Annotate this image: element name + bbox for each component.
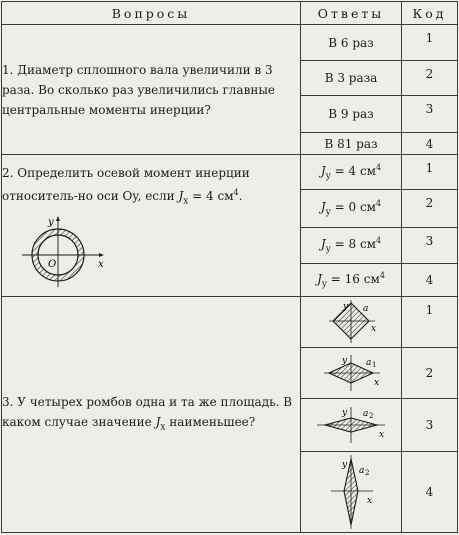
q2-answer-2[interactable] bbox=[301, 189, 402, 228]
q1-code-1: 1 bbox=[402, 25, 458, 61]
rhombus-flat-figure bbox=[311, 405, 391, 445]
q2-value-sup: 4 bbox=[233, 187, 239, 197]
rhombus-tall-figure bbox=[321, 455, 381, 529]
q2-a4-sup: 4 bbox=[379, 270, 385, 280]
q2-a3-val: = 8 см bbox=[330, 237, 376, 252]
header-row bbox=[2, 2, 458, 25]
fig2-a-sub: 1 bbox=[372, 361, 377, 370]
fig4-x-label: x bbox=[367, 495, 373, 506]
q3-symbol-sub: x bbox=[160, 422, 166, 433]
q2-code-3: 3 bbox=[402, 228, 458, 264]
fig3-a-label: a bbox=[363, 408, 369, 419]
q2-text bbox=[2, 155, 301, 297]
q2-a3-sym: J bbox=[320, 237, 326, 252]
header-answers: Ответы bbox=[301, 2, 402, 25]
q2-answer-1[interactable] bbox=[301, 155, 402, 190]
q2-a2-sup: 4 bbox=[376, 199, 382, 209]
q2-code-2: 2 bbox=[402, 189, 458, 228]
q2-symbol-j: J bbox=[178, 188, 184, 203]
q3-code-2: 2 bbox=[402, 348, 458, 399]
q1-row-1 bbox=[2, 25, 458, 61]
q2-code-4: 4 bbox=[402, 263, 458, 297]
q2-a2-val: = 0 см bbox=[330, 200, 376, 215]
q3-code-4: 4 bbox=[402, 451, 458, 532]
fig2-a-label: a bbox=[366, 358, 372, 369]
rhombus-wide-figure bbox=[316, 353, 386, 393]
annulus-figure bbox=[18, 215, 108, 289]
question-table bbox=[1, 1, 458, 533]
fig2-x-label: x bbox=[374, 378, 380, 389]
q2-a2-sym: J bbox=[320, 200, 326, 215]
q2-code-1: 1 bbox=[402, 155, 458, 190]
q3-text-body: 3. У четырех ромбов одна и та же площадь. В каком случае значение bbox=[2, 395, 293, 429]
q1-answer-1[interactable]: В 6 раз bbox=[301, 25, 402, 61]
q2-a4-sym: J bbox=[317, 271, 322, 286]
fig1-a-label: a bbox=[363, 304, 369, 315]
annulus-x-label: x bbox=[98, 259, 104, 271]
fig2-y-label: y bbox=[342, 356, 348, 367]
fig1-x-label: x bbox=[371, 324, 377, 335]
fig3-a-sub: 2 bbox=[369, 411, 374, 420]
q2-a1-sym: J bbox=[320, 163, 326, 178]
q3-figure-3[interactable] bbox=[301, 398, 402, 451]
q2-answer-4[interactable] bbox=[301, 263, 402, 297]
rhombus-square-figure bbox=[321, 299, 381, 345]
fig4-a-label: a bbox=[359, 465, 365, 476]
q3-code-3: 3 bbox=[402, 398, 458, 451]
header-code: Код bbox=[402, 2, 458, 25]
q3-figure-1[interactable] bbox=[301, 297, 402, 348]
q2-a1-sub: y bbox=[325, 171, 331, 182]
q1-code-4: 4 bbox=[402, 132, 458, 154]
q2-a3-sub: y bbox=[325, 244, 331, 255]
fig3-y-label: y bbox=[342, 407, 348, 418]
q1-text-body: 1. Диаметр сплошного вала увеличили в 3 раза. Во сколько раз увеличились главные центральные моменты инерции? bbox=[2, 62, 275, 117]
header-questions: Вопросы bbox=[2, 2, 301, 25]
q2-a4-val: = 16 см bbox=[326, 271, 380, 286]
annulus-origin-label: O bbox=[48, 259, 57, 271]
fig3-x-label: x bbox=[379, 429, 385, 440]
q2-a3-sup: 4 bbox=[376, 236, 382, 246]
q3-symbol-j: J bbox=[155, 415, 161, 429]
q2-a1-val: = 4 см bbox=[330, 163, 376, 178]
annulus-y-label: y bbox=[48, 217, 54, 229]
q2-row-1 bbox=[2, 155, 458, 190]
q1-code-3: 3 bbox=[402, 96, 458, 133]
q3-figure-4[interactable] bbox=[301, 451, 402, 532]
fig1-y-label: y bbox=[343, 302, 349, 313]
q1-code-2: 2 bbox=[402, 60, 458, 96]
q3-code-1: 1 bbox=[402, 297, 458, 348]
q3-figure-2[interactable] bbox=[301, 348, 402, 399]
q2-text-end: . bbox=[238, 188, 243, 203]
q2-a2-sub: y bbox=[325, 207, 331, 218]
q2-text-body: 2. Определить осевой момент инерции относитель-но оси Oy, если bbox=[2, 165, 250, 203]
fig4-y-label: y bbox=[342, 459, 348, 470]
q2-symbol-sub: x bbox=[183, 196, 189, 207]
q1-text bbox=[2, 25, 301, 155]
fig4-a-sub: 2 bbox=[365, 468, 370, 477]
q2-a4-sub: y bbox=[321, 279, 327, 290]
q2-a1-sup: 4 bbox=[376, 162, 382, 172]
q3-row-1 bbox=[2, 297, 458, 348]
q3-text-end: наименьшее? bbox=[165, 415, 256, 429]
q1-answer-3[interactable]: В 9 раз bbox=[301, 96, 402, 133]
q1-answer-2[interactable]: В 3 раза bbox=[301, 60, 402, 96]
q1-answer-4[interactable]: В 81 раз bbox=[301, 132, 402, 154]
q2-value: = 4 см bbox=[188, 188, 234, 203]
q2-answer-3[interactable] bbox=[301, 228, 402, 264]
q3-text bbox=[2, 297, 301, 533]
